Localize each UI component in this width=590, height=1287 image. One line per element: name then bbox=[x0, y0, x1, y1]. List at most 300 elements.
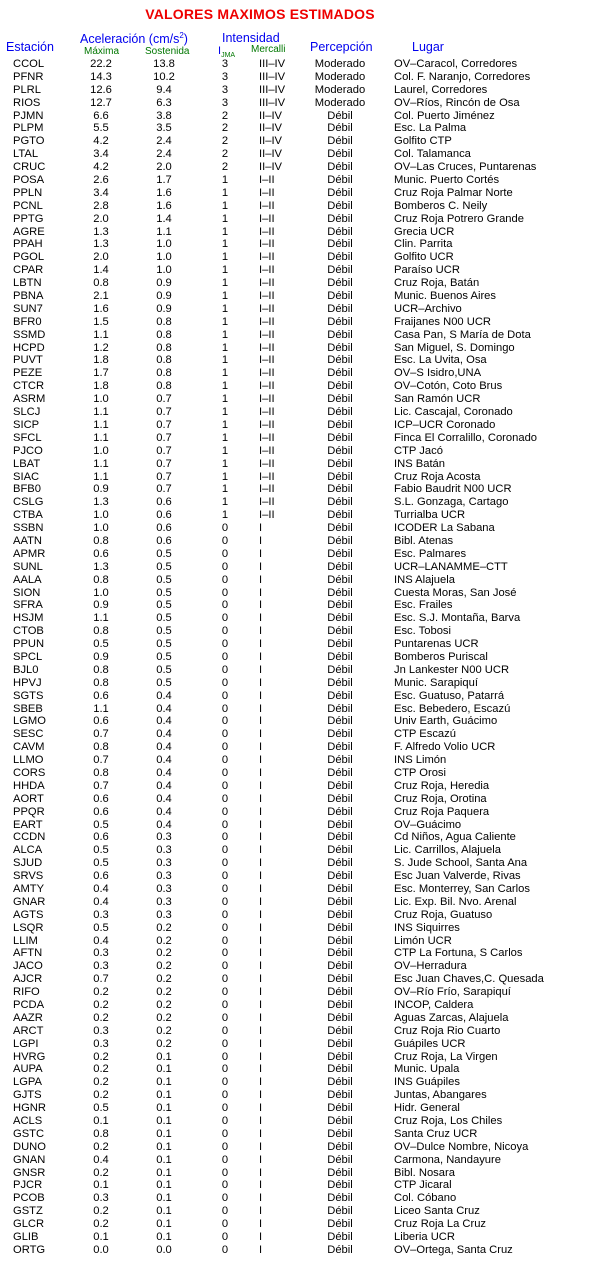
sustained-acceleration: 0.1 bbox=[156, 1089, 172, 1102]
sustained-acceleration: 0.5 bbox=[156, 612, 172, 625]
max-acceleration: 0.6 bbox=[93, 831, 109, 844]
max-acceleration: 3.4 bbox=[93, 148, 109, 161]
mercalli-intensity: I bbox=[259, 1037, 263, 1050]
station-code: GJTS bbox=[13, 1089, 42, 1102]
station-code: SLCJ bbox=[13, 406, 41, 419]
ijma-intensity: 3 bbox=[221, 83, 229, 96]
sustained-acceleration: 0.2 bbox=[156, 934, 172, 947]
table-row bbox=[0, 548, 590, 561]
sustained-acceleration: 0.6 bbox=[156, 534, 172, 547]
sustained-acceleration: 0.7 bbox=[156, 393, 172, 406]
location: Lic. Carrillos, Alajuela bbox=[394, 844, 501, 857]
ijma-intensity: 0 bbox=[221, 1127, 229, 1140]
location: CTP Escazú bbox=[394, 728, 456, 741]
perception: Débil bbox=[327, 986, 353, 999]
mercalli-intensity: I–II bbox=[259, 418, 275, 431]
sustained-acceleration: 1.6 bbox=[156, 199, 172, 212]
sustained-acceleration: 0.8 bbox=[156, 380, 172, 393]
max-acceleration: 0.2 bbox=[93, 1140, 109, 1153]
mercalli-intensity: I bbox=[259, 805, 263, 818]
location: Esc. Monterrey, San Carlos bbox=[394, 883, 530, 895]
location: INS Limón bbox=[394, 754, 447, 767]
max-acceleration: 0.2 bbox=[93, 986, 109, 999]
ijma-intensity: 1 bbox=[221, 315, 229, 328]
location: OV–Río Frío, Sarapiquí bbox=[394, 986, 511, 999]
sustained-acceleration: 0.8 bbox=[156, 354, 172, 367]
ijma-intensity: 2 bbox=[221, 109, 229, 122]
station-code: GSTC bbox=[13, 1127, 45, 1140]
perception: Débil bbox=[327, 328, 353, 341]
table-row bbox=[0, 1076, 590, 1089]
sustained-acceleration: 0.2 bbox=[156, 986, 172, 999]
table-row bbox=[0, 226, 590, 239]
perception: Débil bbox=[327, 547, 353, 560]
station-code: CRUC bbox=[13, 161, 46, 174]
ijma-intensity: 0 bbox=[221, 908, 229, 921]
mercalli-intensity: I–II bbox=[259, 406, 275, 419]
station-code: ARCT bbox=[13, 1024, 44, 1037]
perception: Débil bbox=[327, 238, 353, 251]
station-code: AALA bbox=[13, 573, 42, 586]
ijma-intensity: 1 bbox=[221, 509, 229, 522]
ijma-intensity: 0 bbox=[221, 1153, 229, 1166]
table-row bbox=[0, 715, 590, 728]
max-acceleration: 1.0 bbox=[93, 509, 109, 522]
table-row bbox=[0, 342, 590, 355]
max-acceleration: 2.0 bbox=[93, 251, 109, 264]
ijma-intensity: 0 bbox=[221, 522, 229, 535]
perception: Débil bbox=[327, 1231, 353, 1244]
table-row bbox=[0, 561, 590, 574]
location: Lic. Cascajal, Coronado bbox=[394, 406, 513, 419]
mercalli-intensity: III–IV bbox=[259, 58, 286, 70]
perception: Débil bbox=[327, 612, 353, 625]
max-acceleration: 22.2 bbox=[90, 58, 112, 70]
station-code: PJCR bbox=[13, 1179, 43, 1192]
table-row bbox=[0, 509, 590, 522]
location: Col. Puerto Jiménez bbox=[394, 109, 495, 122]
ijma-intensity: 0 bbox=[221, 560, 229, 573]
ijma-intensity: 0 bbox=[221, 844, 229, 857]
location: San Miguel, S. Domingo bbox=[394, 341, 515, 354]
sustained-acceleration: 0.7 bbox=[156, 470, 172, 483]
sustained-acceleration: 1.7 bbox=[156, 174, 172, 187]
mercalli-intensity: I bbox=[259, 870, 263, 883]
max-acceleration: 0.6 bbox=[93, 689, 109, 702]
table-row bbox=[0, 122, 590, 135]
table-row bbox=[0, 1128, 590, 1141]
mercalli-intensity: I bbox=[259, 728, 263, 741]
mercalli-intensity: I–II bbox=[259, 212, 275, 225]
perception: Débil bbox=[327, 766, 353, 779]
mercalli-intensity: I–II bbox=[259, 431, 275, 444]
mercalli-intensity: I–II bbox=[259, 174, 275, 187]
mercalli-intensity: III–IV bbox=[259, 70, 286, 83]
max-acceleration: 1.5 bbox=[93, 315, 109, 328]
sustained-acceleration: 0.4 bbox=[156, 766, 172, 779]
mercalli-intensity: I–II bbox=[259, 509, 275, 522]
max-acceleration: 14.3 bbox=[90, 70, 112, 83]
sustained-acceleration: 6.3 bbox=[156, 96, 172, 109]
mercalli-intensity: I bbox=[259, 625, 263, 638]
location: Carmona, Nandayure bbox=[394, 1153, 501, 1166]
ijma-intensity: 1 bbox=[221, 238, 229, 251]
table-row bbox=[0, 1244, 590, 1257]
location: Esc Juan Valverde, Rivas bbox=[394, 870, 521, 883]
max-acceleration: 0.8 bbox=[93, 277, 109, 290]
table-row bbox=[0, 1179, 590, 1192]
station-code: LLIM bbox=[13, 934, 38, 947]
max-acceleration: 0.2 bbox=[93, 999, 109, 1012]
location: Munic. Upala bbox=[394, 1063, 460, 1076]
perception: Débil bbox=[327, 418, 353, 431]
perception: Débil bbox=[327, 689, 353, 702]
sustained-acceleration: 0.5 bbox=[156, 676, 172, 689]
station-code: HGNR bbox=[13, 1102, 46, 1115]
max-acceleration: 0.9 bbox=[93, 599, 109, 612]
station-code: AFTN bbox=[13, 947, 43, 960]
max-acceleration: 0.8 bbox=[93, 625, 109, 638]
mercalli-intensity: I bbox=[259, 1231, 263, 1244]
sustained-acceleration: 0.3 bbox=[156, 857, 172, 870]
location: Golfito UCR bbox=[394, 251, 454, 264]
max-acceleration: 0.2 bbox=[93, 1063, 109, 1076]
table-row bbox=[0, 161, 590, 174]
station-code: CCDN bbox=[13, 831, 46, 844]
max-acceleration: 12.7 bbox=[90, 96, 112, 109]
sustained-acceleration: 0.2 bbox=[156, 1011, 172, 1024]
sustained-acceleration: 0.9 bbox=[156, 302, 172, 315]
location: Limón UCR bbox=[394, 934, 452, 947]
location: UCR–LANAMME–CTT bbox=[394, 560, 508, 573]
max-acceleration: 0.0 bbox=[93, 1243, 109, 1256]
mercalli-intensity: I bbox=[259, 1011, 263, 1024]
max-acceleration: 0.8 bbox=[93, 534, 109, 547]
station-code: ACLS bbox=[13, 1115, 43, 1128]
max-acceleration: 0.2 bbox=[93, 1205, 109, 1218]
perception: Débil bbox=[327, 1076, 353, 1089]
location: OV–Dulce Nombre, Nicoya bbox=[394, 1140, 529, 1153]
table-row bbox=[0, 458, 590, 471]
station-code: DUNO bbox=[13, 1140, 46, 1153]
location: Esc. Tobosi bbox=[394, 625, 452, 638]
perception: Débil bbox=[327, 728, 353, 741]
table-row bbox=[0, 200, 590, 213]
table-row bbox=[0, 496, 590, 509]
station-code: ASRM bbox=[13, 393, 46, 406]
sustained-acceleration: 0.3 bbox=[156, 883, 172, 895]
max-acceleration: 0.3 bbox=[93, 1037, 109, 1050]
perception: Débil bbox=[327, 315, 353, 328]
location: Clin. Parrita bbox=[394, 238, 453, 251]
ijma-intensity: 0 bbox=[221, 805, 229, 818]
ijma-intensity: 0 bbox=[221, 1024, 229, 1037]
station-code: SRVS bbox=[13, 870, 44, 883]
sustained-acceleration: 1.4 bbox=[156, 212, 172, 225]
station-code: LGMO bbox=[13, 715, 46, 728]
max-acceleration: 1.0 bbox=[93, 586, 109, 599]
location: Cruz Roja Potrero Grande bbox=[394, 212, 524, 225]
page-title: VALORES MAXIMOS ESTIMADOS bbox=[145, 6, 375, 22]
table-row bbox=[0, 135, 590, 148]
ijma-intensity: 1 bbox=[221, 264, 229, 277]
mercalli-intensity: I bbox=[259, 1102, 263, 1115]
ijma-intensity: 0 bbox=[221, 1011, 229, 1024]
max-acceleration: 1.1 bbox=[93, 418, 109, 431]
station-code: CTCR bbox=[13, 380, 45, 393]
mercalli-intensity: II–IV bbox=[259, 161, 283, 174]
table-row bbox=[0, 1051, 590, 1064]
table-row bbox=[0, 1218, 590, 1231]
station-code: SUN7 bbox=[13, 302, 43, 315]
mercalli-intensity: I bbox=[259, 1192, 263, 1205]
sustained-acceleration: 0.3 bbox=[156, 870, 172, 883]
mercalli-intensity: I–II bbox=[259, 444, 275, 457]
max-acceleration: 0.6 bbox=[93, 870, 109, 883]
perception: Débil bbox=[327, 1011, 353, 1024]
location: Cruz Roja, La Virgen bbox=[394, 1050, 498, 1063]
sustained-acceleration: 0.6 bbox=[156, 496, 172, 509]
ijma-intensity: 1 bbox=[221, 277, 229, 290]
location: OV–S Isidro,UNA bbox=[394, 367, 482, 380]
perception: Débil bbox=[327, 715, 353, 728]
location: Esc. Guatuso, Patarrá bbox=[394, 689, 505, 702]
table-row bbox=[0, 677, 590, 690]
station-code: PLRL bbox=[13, 83, 41, 96]
station-code: SFCL bbox=[13, 431, 42, 444]
sustained-acceleration: 0.4 bbox=[156, 728, 172, 741]
max-acceleration: 0.1 bbox=[93, 1179, 109, 1192]
perception: Débil bbox=[327, 277, 353, 290]
max-acceleration: 1.1 bbox=[93, 457, 109, 470]
sustained-acceleration: 0.1 bbox=[156, 1140, 172, 1153]
mercalli-intensity: I bbox=[259, 715, 263, 728]
perception: Débil bbox=[327, 444, 353, 457]
table-row bbox=[0, 432, 590, 445]
mercalli-intensity: II–IV bbox=[259, 148, 283, 161]
table-row bbox=[0, 71, 590, 84]
ijma-intensity: 1 bbox=[221, 212, 229, 225]
table-row bbox=[0, 354, 590, 367]
max-acceleration: 1.0 bbox=[93, 522, 109, 535]
sustained-acceleration: 0.8 bbox=[156, 315, 172, 328]
mercalli-intensity: I bbox=[259, 573, 263, 586]
mercalli-intensity: I–II bbox=[259, 483, 275, 496]
ijma-intensity: 0 bbox=[221, 547, 229, 560]
max-acceleration: 0.6 bbox=[93, 715, 109, 728]
sustained-acceleration: 0.1 bbox=[156, 1179, 172, 1192]
sustained-acceleration: 0.1 bbox=[156, 1063, 172, 1076]
station-code: HVRG bbox=[13, 1050, 46, 1063]
location: Cruz Roja Paquera bbox=[394, 805, 490, 818]
mercalli-intensity: II–IV bbox=[259, 109, 283, 122]
mercalli-intensity: I–II bbox=[259, 277, 275, 290]
station-code: CAVM bbox=[13, 741, 45, 754]
max-acceleration: 1.1 bbox=[93, 328, 109, 341]
ijma-intensity: 1 bbox=[221, 457, 229, 470]
table-row bbox=[0, 97, 590, 110]
sustained-acceleration: 3.5 bbox=[156, 122, 172, 135]
table-row bbox=[0, 483, 590, 496]
sustained-acceleration: 1.0 bbox=[156, 238, 172, 251]
mercalli-intensity: I–II bbox=[259, 470, 275, 483]
perception: Débil bbox=[327, 1166, 353, 1179]
station-code: SSBN bbox=[13, 522, 44, 535]
ijma-intensity: 0 bbox=[221, 741, 229, 754]
station-code: PPTG bbox=[13, 212, 44, 225]
max-acceleration: 1.3 bbox=[93, 225, 109, 238]
table-row bbox=[0, 935, 590, 948]
ijma-intensity: 0 bbox=[221, 921, 229, 934]
table-row bbox=[0, 780, 590, 793]
sustained-acceleration: 0.6 bbox=[156, 509, 172, 522]
max-acceleration: 0.9 bbox=[93, 483, 109, 496]
location: INS Siquirres bbox=[394, 921, 460, 934]
station-code: CTOB bbox=[13, 625, 44, 638]
max-acceleration: 0.6 bbox=[93, 805, 109, 818]
station-code: HHDA bbox=[13, 779, 45, 792]
max-acceleration: 2.8 bbox=[93, 199, 109, 212]
table-row bbox=[0, 1038, 590, 1051]
location: Cruz Roja Acosta bbox=[394, 470, 481, 483]
station-code: GNSR bbox=[13, 1166, 46, 1179]
table-row bbox=[0, 522, 590, 535]
perception: Débil bbox=[327, 380, 353, 393]
perception: Moderado bbox=[314, 83, 366, 96]
header-aceleracion-exp: 2 bbox=[179, 31, 184, 40]
max-acceleration: 5.5 bbox=[93, 122, 109, 135]
location: Bomberos C. Neily bbox=[394, 199, 488, 212]
max-acceleration: 0.9 bbox=[93, 650, 109, 663]
station-code: PUVT bbox=[13, 354, 43, 367]
perception: Débil bbox=[327, 805, 353, 818]
location: Cruz Roja, Los Chiles bbox=[394, 1115, 503, 1128]
table-row bbox=[0, 690, 590, 703]
table-row bbox=[0, 84, 590, 97]
table-row bbox=[0, 1205, 590, 1218]
perception: Débil bbox=[327, 895, 353, 908]
sustained-acceleration: 0.4 bbox=[156, 702, 172, 715]
perception: Débil bbox=[327, 161, 353, 174]
location: S.L. Gonzaga, Cartago bbox=[394, 496, 509, 509]
table-row bbox=[0, 857, 590, 870]
ijma-intensity: 0 bbox=[221, 818, 229, 831]
perception: Débil bbox=[327, 741, 353, 754]
max-acceleration: 1.0 bbox=[93, 444, 109, 457]
station-code: LSQR bbox=[13, 921, 44, 934]
mercalli-intensity: I bbox=[259, 676, 263, 689]
table-row bbox=[0, 471, 590, 484]
mercalli-intensity: I bbox=[259, 612, 263, 625]
table-row bbox=[0, 1089, 590, 1102]
header-lugar: Lugar bbox=[412, 40, 444, 54]
max-acceleration: 0.7 bbox=[93, 754, 109, 767]
ijma-intensity: 1 bbox=[221, 496, 229, 509]
sustained-acceleration: 0.9 bbox=[156, 290, 172, 303]
location: Golfito CTP bbox=[394, 135, 452, 148]
station-code: LGPI bbox=[13, 1037, 39, 1050]
max-acceleration: 0.5 bbox=[93, 857, 109, 870]
max-acceleration: 0.5 bbox=[93, 638, 109, 651]
ijma-intensity: 1 bbox=[221, 186, 229, 199]
ijma-intensity: 0 bbox=[221, 650, 229, 663]
ijma-intensity: 0 bbox=[221, 779, 229, 792]
sustained-acceleration: 1.0 bbox=[156, 264, 172, 277]
ijma-intensity: 0 bbox=[221, 1231, 229, 1244]
header-ijma-letter: I bbox=[218, 45, 222, 57]
location: Munic. Puerto Cortés bbox=[394, 174, 500, 187]
station-code: AATN bbox=[13, 534, 43, 547]
ijma-intensity: 1 bbox=[221, 418, 229, 431]
ijma-intensity: 0 bbox=[221, 754, 229, 767]
mercalli-intensity: I bbox=[259, 818, 263, 831]
perception: Débil bbox=[327, 754, 353, 767]
mercalli-intensity: I bbox=[259, 754, 263, 767]
perception: Débil bbox=[327, 122, 353, 135]
max-acceleration: 0.4 bbox=[93, 1153, 109, 1166]
table-row bbox=[0, 819, 590, 832]
station-code: GLCR bbox=[13, 1218, 45, 1231]
mercalli-intensity: I–II bbox=[259, 186, 275, 199]
table-row bbox=[0, 316, 590, 329]
sustained-acceleration: 0.1 bbox=[156, 1231, 172, 1244]
perception: Débil bbox=[327, 1140, 353, 1153]
ijma-intensity: 0 bbox=[221, 857, 229, 870]
table-row bbox=[0, 741, 590, 754]
sustained-acceleration: 0.1 bbox=[156, 1115, 172, 1128]
perception: Débil bbox=[327, 354, 353, 367]
table-row bbox=[0, 574, 590, 587]
station-code: JACO bbox=[13, 960, 43, 973]
location: CTP La Fortuna, S Carlos bbox=[394, 947, 523, 960]
location: Cruz Roja, Guatuso bbox=[394, 908, 493, 921]
max-acceleration: 0.2 bbox=[93, 1089, 109, 1102]
ijma-intensity: 0 bbox=[221, 625, 229, 638]
mercalli-intensity: I bbox=[259, 999, 263, 1012]
mercalli-intensity: I–II bbox=[259, 328, 275, 341]
station-code: APMR bbox=[13, 547, 46, 560]
sustained-acceleration: 0.6 bbox=[156, 522, 172, 535]
location: Guápiles UCR bbox=[394, 1037, 466, 1050]
mercalli-intensity: I–II bbox=[259, 302, 275, 315]
mercalli-intensity: I–II bbox=[259, 457, 275, 470]
perception: Débil bbox=[327, 663, 353, 676]
perception: Débil bbox=[327, 1218, 353, 1231]
location: Hidr. General bbox=[394, 1102, 460, 1115]
station-code: PGOL bbox=[13, 251, 45, 264]
sustained-acceleration: 0.9 bbox=[156, 277, 172, 290]
ijma-intensity: 0 bbox=[221, 870, 229, 883]
max-acceleration: 0.2 bbox=[93, 1166, 109, 1179]
table-row bbox=[0, 535, 590, 548]
ijma-intensity: 1 bbox=[221, 470, 229, 483]
ijma-intensity: 0 bbox=[221, 831, 229, 844]
location: Esc. Palmares bbox=[394, 547, 467, 560]
mercalli-intensity: I bbox=[259, 522, 263, 535]
perception: Débil bbox=[327, 870, 353, 883]
ijma-intensity: 0 bbox=[221, 999, 229, 1012]
station-code: GNAR bbox=[13, 895, 46, 908]
max-acceleration: 0.6 bbox=[93, 547, 109, 560]
table-row bbox=[0, 148, 590, 161]
perception: Débil bbox=[327, 960, 353, 973]
ijma-intensity: 0 bbox=[221, 934, 229, 947]
mercalli-intensity: I bbox=[259, 883, 263, 895]
perception: Débil bbox=[327, 483, 353, 496]
sustained-acceleration: 10.2 bbox=[153, 70, 175, 83]
perception: Débil bbox=[327, 212, 353, 225]
mercalli-intensity: III–IV bbox=[259, 83, 286, 96]
